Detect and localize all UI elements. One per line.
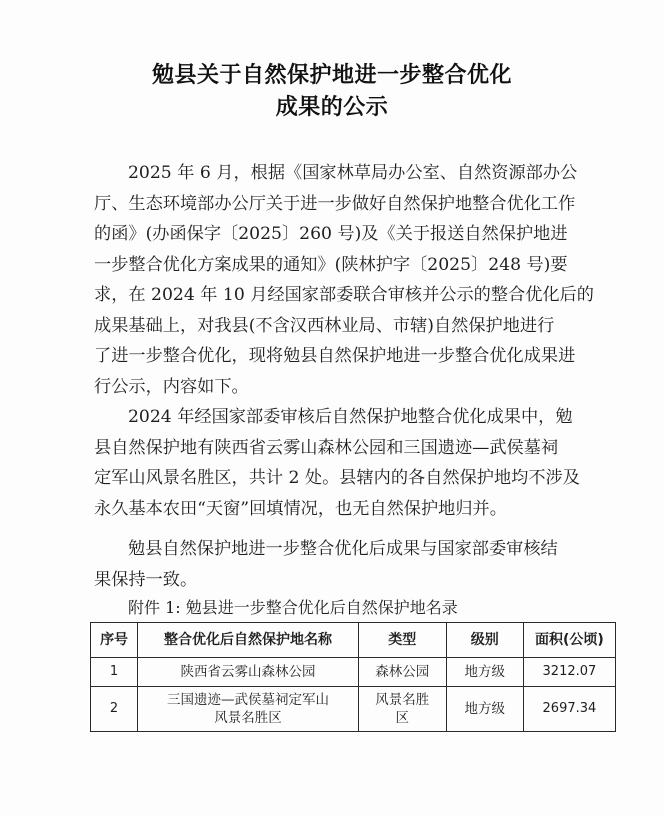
cell-level: 地方级 — [446, 687, 523, 732]
table-row — [91, 687, 616, 732]
paragraph-3 — [94, 534, 584, 595]
cell-serial-number: 1 — [91, 658, 138, 687]
paragraph-2-line: 定军山风景名胜区，共计 2 处。县辖内的各自然保护地均不涉及 — [94, 468, 580, 488]
protected-area-table — [90, 622, 616, 732]
paragraph-1-line: 了进一步整合优化，现将勉县自然保护地进一步整合优化成果进 — [94, 346, 576, 366]
paragraph-1 — [94, 158, 594, 402]
cell-type-line-2: 区 — [395, 710, 410, 726]
header-level: 级别 — [446, 623, 523, 658]
paragraph-2-line: 县自然保护地有陕西省云雾山森林公园和三国遗迹—武侯墓祠 — [94, 437, 559, 458]
cell-area-name: 陕西省云雾山森林公园 — [138, 658, 359, 687]
cell-area-hectares: 2697.34 — [523, 687, 615, 732]
cell-area-hectares: 3212.07 — [523, 658, 615, 687]
table-row — [91, 658, 616, 687]
header-area-name: 整合优化后自然保护地名称 — [138, 623, 359, 658]
paragraph-1-line: 厅、生态环境部办公厅关于进一步做好自然保护地整合优化工作 — [94, 193, 576, 214]
header-area-hectares: 面积(公顷) — [523, 623, 615, 658]
cell-type-line-1: 风景名胜 — [375, 692, 430, 708]
cell-type — [358, 687, 446, 732]
paragraph-1-line: 2025 年 6 月，根据《国家林草局办公室、自然资源部办公 — [128, 163, 578, 183]
cell-area-name-line-2: 风景名胜区 — [214, 710, 282, 726]
paragraph-1-line: 的函》(办函保字〔2025〕260 号)及《关于报送自然保护地进 — [94, 224, 568, 244]
paragraph-2-line: 2024 年经国家部委审核后自然保护地整合优化成果中，勉 — [128, 407, 573, 427]
header-type: 类型 — [358, 623, 446, 658]
paragraph-1-line: 行公示，内容如下。 — [94, 376, 249, 397]
cell-area-name — [138, 687, 359, 732]
table-header-row — [91, 623, 616, 658]
header-serial-number: 序号 — [91, 623, 138, 658]
paragraph-1-line: 一步整合优化方案成果的通知》(陕林护字〔2025〕248 号)要 — [94, 254, 568, 275]
cell-serial-number: 2 — [91, 687, 138, 732]
cell-level: 地方级 — [446, 658, 523, 687]
attachment-caption: 附件 1: 勉县进一步整合优化后自然保护地名录 — [128, 598, 458, 617]
paragraph-3-line: 勉县自然保护地进一步整合优化后成果与国家部委审核结 — [128, 539, 558, 559]
paragraph-2 — [94, 402, 584, 524]
document-title-line-1: 勉县关于自然保护地进一步整合优化 — [151, 63, 512, 88]
document-title-line-2: 成果的公示 — [275, 95, 389, 120]
paragraph-3-line: 果保持一致。 — [94, 569, 198, 590]
cell-type: 森林公园 — [358, 658, 446, 687]
paragraph-1-line: 求，在 2024 年 10 月经国家部委联合审核并公示的整合优化后的 — [94, 285, 594, 305]
paragraph-2-line: 永久基本农田“天窗”回填情况，也无自然保护地归并。 — [94, 498, 507, 519]
cell-area-name-line-1: 三国遗迹—武侯墓祠定军山 — [166, 692, 329, 708]
paragraph-1-line: 成果基础上，对我县(不含汉西林业局、市辖)自然保护地进行 — [94, 315, 555, 336]
